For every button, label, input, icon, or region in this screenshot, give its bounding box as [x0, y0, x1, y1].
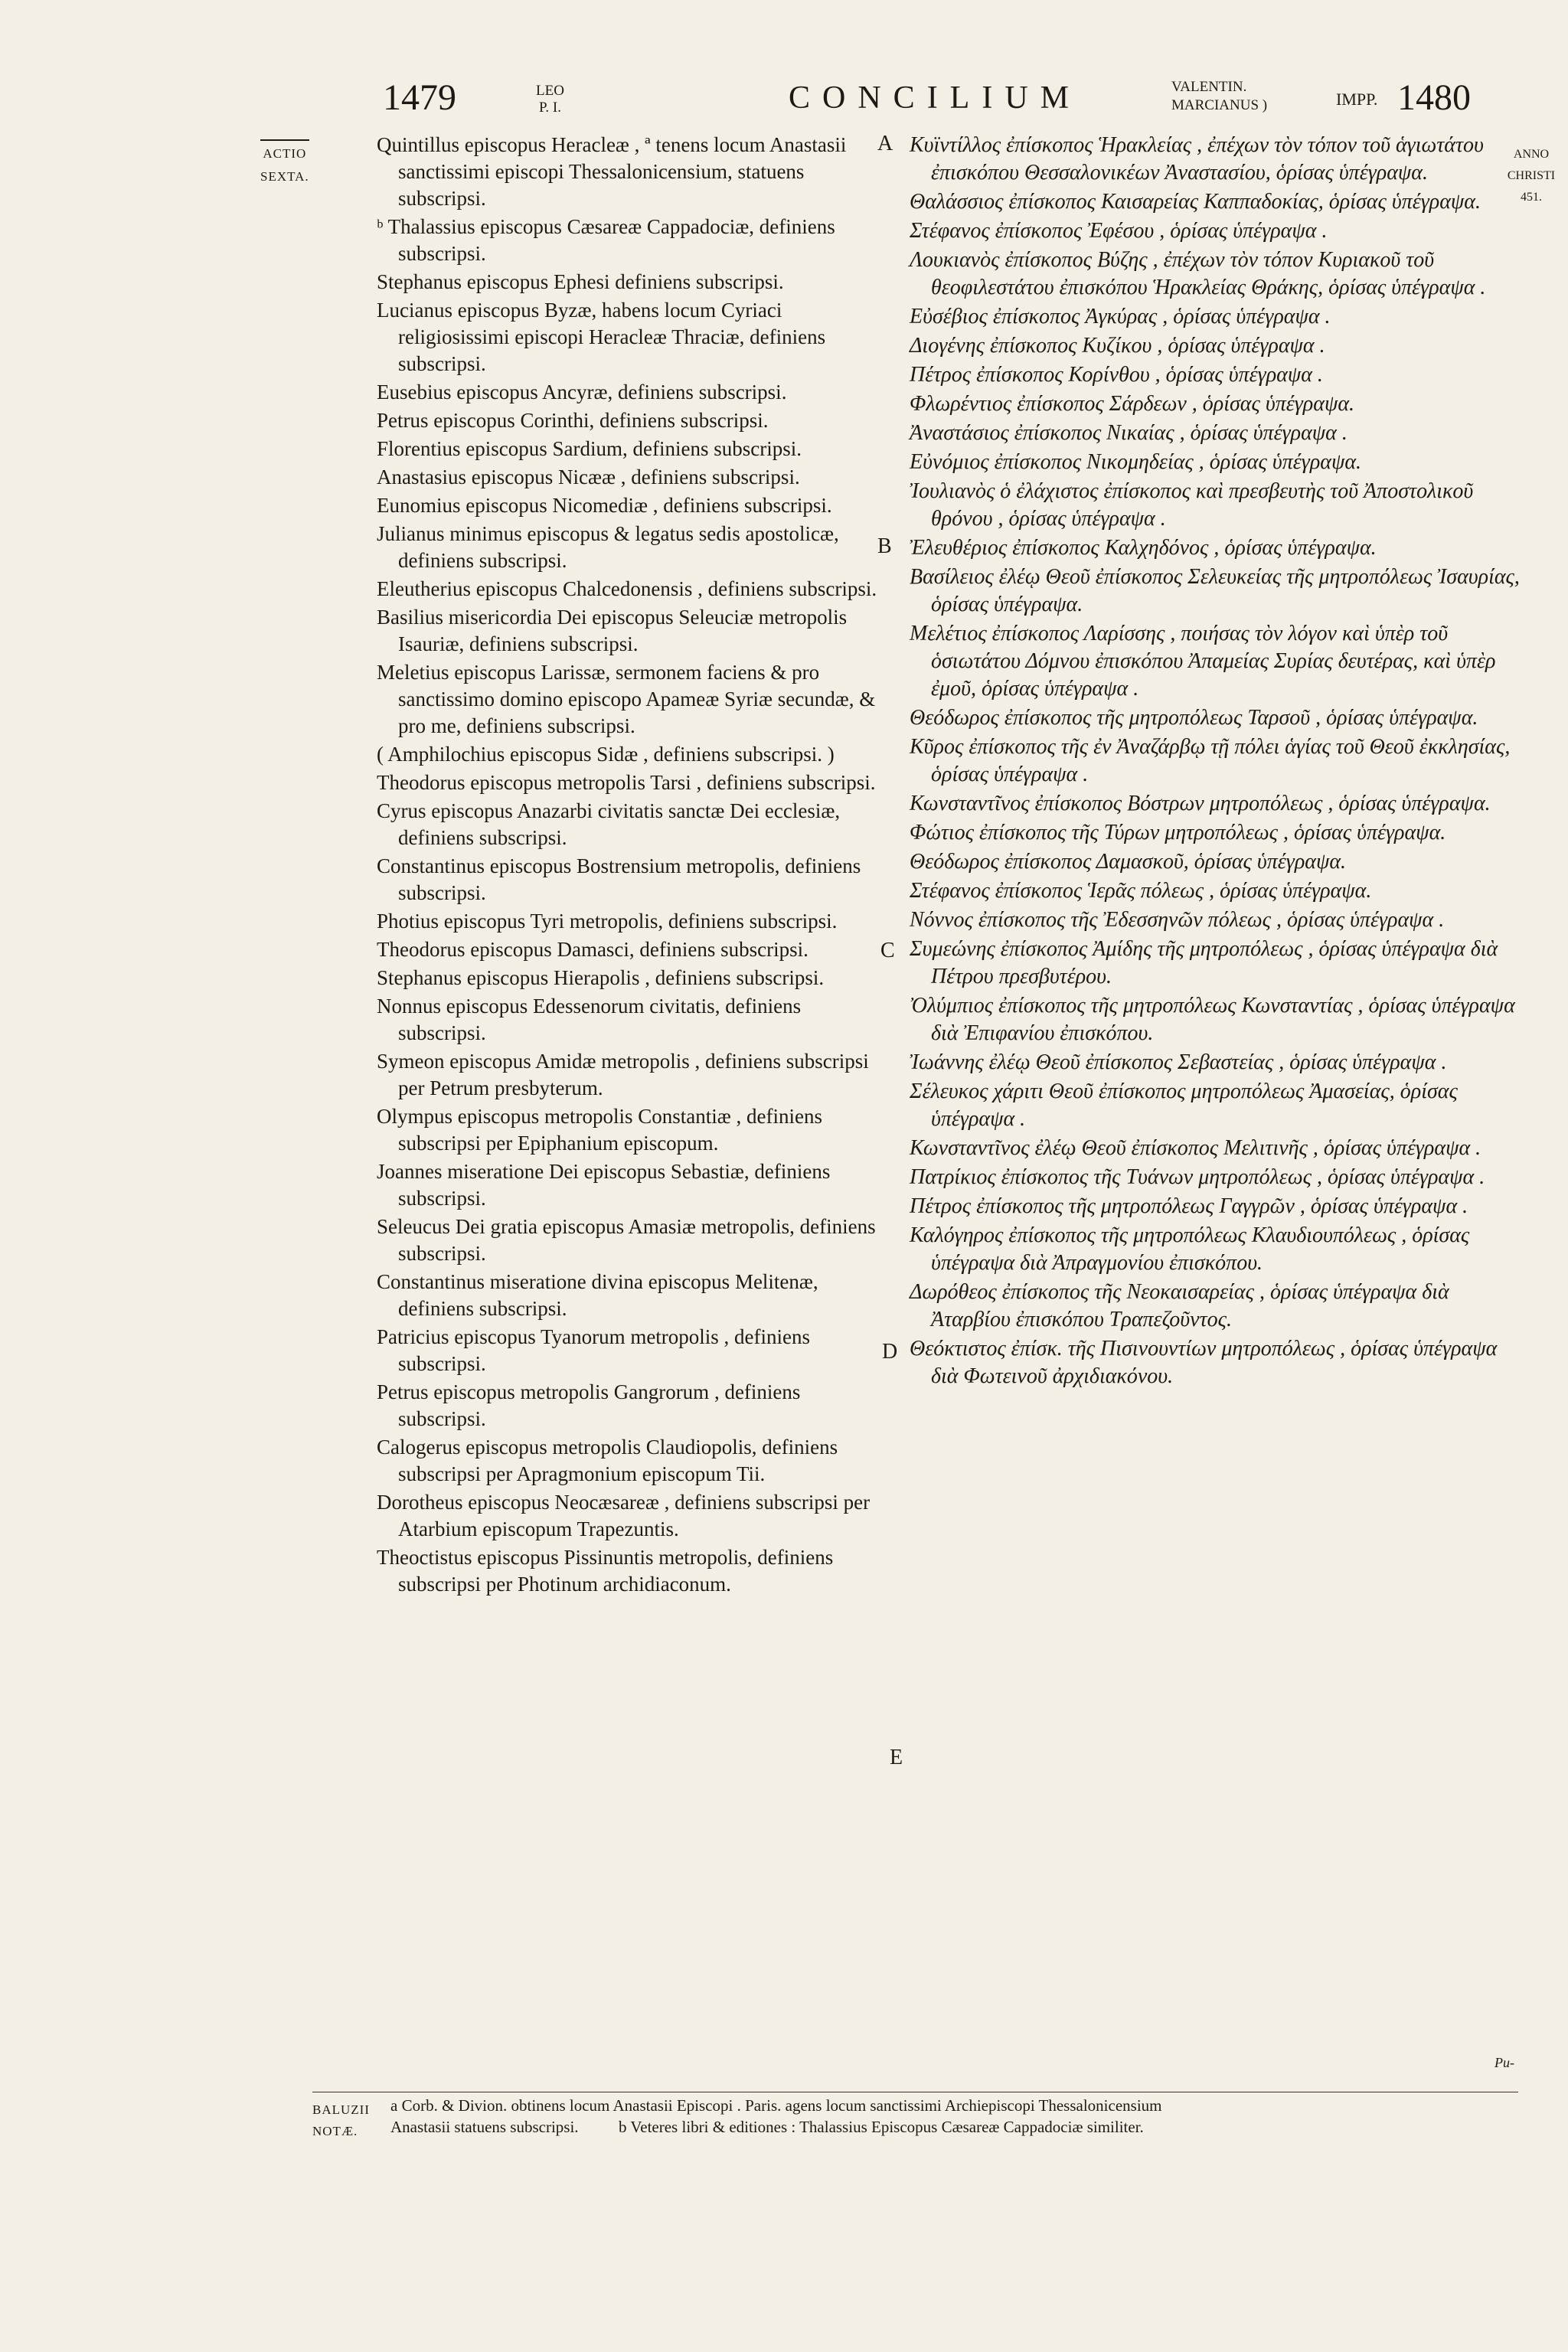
latin-entry: Eleutherius episcopus Chalcedonensis , definiens subscripsi. [377, 577, 877, 600]
latin-entry: Petrus episcopus Corinthi, definiens subscripsi. [377, 409, 769, 432]
greek-entry: Φώτιος ἐπίσκοπος τῆς Τύρων μητροπόλεως , ὁρίσας ὑπέγραψα. [910, 821, 1446, 844]
greek-entry: Κωνσταντῖνος ἐπίσκοπος Βόστρων μητροπόλεως , ὁρίσας ὑπέγραψα. [910, 792, 1491, 815]
latin-entry: Olympus episcopus metropolis Constantiæ , definiens subscripsi per Epiphanium episcopum. [377, 1105, 822, 1155]
page-number-right: 1480 [1397, 77, 1471, 118]
latin-entry: Eunomius episcopus Nicomediæ , definiens subscripsi. [377, 494, 832, 517]
greek-entry: Ἐλευθέριος ἐπίσκοπος Καλχηδόνος , ὁρίσας ὑπέγραψα. [910, 536, 1377, 560]
latin-entry: Meletius episcopus Larissæ, sermonem faciens & pro sanctissimo domino episcopo Apameæ Syriæ secundæ, & pro me, definiens subscripsi. [377, 661, 876, 737]
greek-entry: Μελέτιος ἐπίσκοπος Λαρίσσης , ποιήσας τὸν λόγον καὶ ὑπὲρ τοῦ ὁσιωτάτου Δόμνου ἐπισκόπου Ἀπαμείας Συρίας δευτέρας, καὶ ὑπὲρ ἐμοῦ, ὁρίσας ὑπέγραψα . [910, 622, 1496, 701]
latin-entry: Petrus episcopus metropolis Gangrorum , definiens subscripsi. [377, 1380, 801, 1430]
greek-entry: Λουκιανὸς ἐπίσκοπος Βύζης , ἐπέχων τὸν τόπον Κυριακοῦ τοῦ θεοφιλεστάτου ἐπισκόπου Ἡρακλείας Θράκης, ὁρίσας ὑπέγραψα . [910, 248, 1486, 299]
greek-entry: Κωνσταντῖνος ἐλέῳ Θεοῦ ἐπίσκοπος Μελιτινῆς , ὁρίσας ὑπέγραψα . [910, 1136, 1481, 1160]
latin-entry: Theodorus episcopus metropolis Tarsi , definiens subscripsi. [377, 771, 876, 794]
notes-side-line1: BALUZII [312, 2102, 370, 2117]
margin-letter-c: C [880, 939, 895, 962]
header-valentin: VALENTIN. [1171, 79, 1247, 95]
latin-entry: Eusebius episcopus Ancyræ, definiens subscripsi. [377, 381, 787, 403]
greek-entry: Θεόκτιστος ἐπίσκ. τῆς Πισινουντίων μητροπόλεως , ὁρίσας ὑπέγραψα διὰ Φωτεινοῦ ἀρχιδιακόνου. [910, 1337, 1498, 1388]
page-number-left: 1479 [383, 77, 456, 118]
header-leo [536, 83, 564, 116]
greek-entry: Εὐσέβιος ἐπίσκοπος Ἀγκύρας , ὁρίσας ὑπέγραψα . [910, 305, 1331, 328]
latin-entry: Anastasius episcopus Nicææ , definiens subscripsi. [377, 466, 800, 488]
margin-letter-a: A [877, 132, 893, 155]
greek-entry: Ἰωάννης ἐλέῳ Θεοῦ ἐπίσκοπος Σεβαστείας , ὁρίσας ὑπέγραψα . [910, 1050, 1447, 1074]
latin-entry: Florentius episcopus Sardium, definiens subscripsi. [377, 437, 802, 460]
footnote-line: Anastasii statuens subscripsi. b Veteres libri & editiones : Thalassius Episcopus Cæsareæ Cappadociæ similiter. [390, 2118, 1144, 2136]
header-leo-name: LEO [536, 83, 564, 99]
actio-label [260, 139, 309, 188]
header-impp: IMPP. [1336, 90, 1378, 109]
latin-entry: Patricius episcopus Tyanorum metropolis , definiens subscripsi. [377, 1325, 811, 1375]
header-leo-sub: P. I. [538, 100, 561, 116]
header-marcianus: MARCIANUS ) [1171, 97, 1268, 113]
greek-entry: Θεόδωρος ἐπίσκοπος Δαμασκοῦ, ὁρίσας ὑπέγραψα. [910, 850, 1347, 874]
greek-entry: Διογένης ἐπίσκοπος Κυζίκου , ὁρίσας ὑπέγραψα . [910, 334, 1325, 358]
greek-entry: Σέλευκος χάριτι Θεοῦ ἐπίσκοπος μητροπόλεως Ἀμασείας, ὁρίσας ὑπέγραψα . [910, 1080, 1458, 1131]
latin-entry: Nonnus episcopus Edessenorum civitatis, definiens subscripsi. [377, 995, 802, 1044]
year-label: 451. [1521, 191, 1542, 204]
latin-entry: Symeon episcopus Amidæ metropolis , definiens subscripsi per Petrum presbyterum. [377, 1050, 869, 1099]
latin-entry: Theodorus episcopus Damasci, definiens subscripsi. [377, 938, 808, 961]
greek-entry: Δωρόθεος ἐπίσκοπος τῆς Νεοκαισαρείας , ὁρίσας ὑπέγραψα διὰ Ἀταρβίου ἐπισκόπου Τραπεζοῦντος. [910, 1280, 1449, 1331]
latin-entry: Theoctistus episcopus Pissinuntis metropolis, definiens subscripsi per Photinum archidiaconum. [377, 1546, 834, 1596]
latin-entry: Constantinus miseratione divina episcopus Melitenæ, definiens subscripsi. [377, 1270, 818, 1320]
latin-entry: Dorotheus episcopus Neocæsareæ , definiens subscripsi per Atarbium episcopum Trapezuntis. [377, 1491, 871, 1540]
latin-entry: Seleucus Dei gratia episcopus Amasiæ metropolis, definiens subscripsi. [377, 1215, 876, 1265]
greek-entry: Κυϊντίλλος ἐπίσκοπος Ἡρακλείας , ἐπέχων τὸν τόπον τοῦ ἁγιωτάτου ἐπισκόπου Θεσσαλονικέων Ἀναστασίου, ὁρίσας ὑπέγραψα. [910, 133, 1484, 185]
footnote-line: a Corb. & Divion. obtinens locum Anastasii Episcopi . Paris. agens locum sanctissimi Archiepiscopi Thessalonicensium [390, 2096, 1162, 2115]
margin-letter-d: D [882, 1340, 898, 1364]
latin-entry: Basilius misericordia Dei episcopus Seleuciæ metropolis Isauriæ, definiens subscripsi. [377, 606, 848, 655]
greek-entry: Εὐνόμιος ἐπίσκοπος Νικομηδείας , ὁρίσας ὑπέγραψα. [910, 450, 1362, 474]
actio-line1: ACTIO [260, 139, 309, 165]
latin-entry: Julianus minimus episcopus & legatus sedis apostolicæ, definiens subscripsi. [377, 522, 839, 572]
margin-letter-e: E [890, 1746, 903, 1769]
greek-entry: Πέτρος ἐπίσκοπος τῆς μητροπόλεως Γαγγρῶν , ὁρίσας ὑπέγραψα . [910, 1194, 1468, 1218]
greek-entry: Ὀλύμπιος ἐπίσκοπος τῆς μητροπόλεως Κωνσταντίας , ὁρίσας ὑπέγραψα διὰ Ἐπιφανίου ἐπισκόπου. [910, 994, 1515, 1045]
latin-entry: Photius episcopus Tyri metropolis, definiens subscripsi. [377, 910, 838, 933]
greek-entry: Στέφανος ἐπίσκοπος Ἐφέσου , ὁρίσας ὑπέγραψα . [910, 219, 1328, 243]
notes-side-line2: NOTÆ. [312, 2124, 358, 2138]
greek-entry: Συμεώνης ἐπίσκοπος Ἀμίδης τῆς μητροπόλεως , ὁρίσας ὑπέγραψα διὰ Πέτρου πρεσβυτέρου. [910, 937, 1498, 988]
latin-entry: Calogerus episcopus metropolis Claudiopolis, definiens subscripsi per Apragmonium episcopum Tii. [377, 1436, 838, 1485]
greek-entry: Πατρίκιος ἐπίσκοπος τῆς Τυάνων μητροπόλεως , ὁρίσας ὑπέγραψα . [910, 1165, 1485, 1189]
latin-entry: Lucianus episcopus Byzæ, habens locum Cyriaci religiosissimi episcopi Heracleæ Thraciæ, definiens subscripsi. [377, 299, 826, 375]
latin-entry: ᵇ Thalassius episcopus Cæsareæ Cappadociæ, definiens subscripsi. [377, 215, 835, 265]
latin-entry: Stephanus episcopus Hierapolis , definiens subscripsi. [377, 966, 825, 989]
greek-entry: Στέφανος ἐπίσκοπος Ἱερᾶς πόλεως , ὁρίσας ὑπέγραψα. [910, 879, 1372, 903]
greek-entry: Νόννος ἐπίσκοπος τῆς Ἐδεσσηνῶν πόλεως , ὁρίσας ὑπέγραψα . [910, 908, 1445, 932]
christi-label: CHRISTI [1507, 169, 1556, 182]
greek-entry: Φλωρέντιος ἐπίσκοπος Σάρδεων , ὁρίσας ὑπέγραψα. [910, 392, 1355, 416]
catchword: Pu- [1494, 2055, 1514, 2070]
running-title: CONCILIUM [789, 80, 1081, 116]
greek-column [910, 132, 1522, 1392]
footnotes [390, 2095, 1524, 2138]
greek-entry: Θεόδωρος ἐπίσκοπος τῆς μητροπόλεως Ταρσοῦ , ὁρίσας ὑπέγραψα. [910, 706, 1478, 730]
greek-entry: Καλόγηρος ἐπίσκοπος τῆς μητροπόλεως Κλαυδιουπόλεως , ὁρίσας ὑπέγραψα διὰ Ἀπραγμονίου ἐπισκόπου. [910, 1223, 1470, 1275]
margin-letter-b: B [877, 534, 892, 558]
latin-entry: Stephanus episcopus Ephesi definiens subscripsi. [377, 270, 784, 293]
greek-entry: Ἀναστάσιος ἐπίσκοπος Νικαίας , ὁρίσας ὑπέγραψα . [910, 421, 1348, 445]
header-emperors [1171, 78, 1267, 115]
greek-entry: Πέτρος ἐπίσκοπος Κορίνθου , ὁρίσας ὑπέγραψα . [910, 363, 1323, 387]
latin-entry: Joannes miseratione Dei episcopus Sebastiæ, definiens subscripsi. [377, 1160, 831, 1210]
latin-column [377, 132, 882, 1599]
latin-entry: Constantinus episcopus Bostrensium metropolis, definiens subscripsi. [377, 854, 861, 904]
baluzii-notae-label [312, 2099, 370, 2142]
greek-entry: Βασίλειος ἐλέῳ Θεοῦ ἐπίσκοπος Σελευκείας τῆς μητροπόλεως Ἰσαυρίας, ὁρίσας ὑπέγραψα. [910, 565, 1520, 616]
actio-line2: SEXTA. [260, 169, 309, 184]
latin-entry: Cyrus episcopus Anazarbi civitatis sanctæ Dei ecclesiæ, definiens subscripsi. [377, 799, 841, 849]
anno-label: ANNO [1513, 148, 1550, 161]
latin-entry: ( Amphilochius episcopus Sidæ , definiens subscripsi. ) [377, 743, 835, 766]
greek-entry: Κῦρος ἐπίσκοπος τῆς ἐν Ἀναζάρβῳ τῇ πόλει ἁγίας τοῦ Θεοῦ ἐκκλησίας, ὁρίσας ὑπέγραψα . [910, 735, 1511, 786]
greek-entry: Ἰουλιανὸς ὁ ἐλάχιστος ἐπίσκοπος καὶ πρεσβευτὴς τοῦ Ἀποστολικοῦ θρόνου , ὁρίσας ὑπέγραψα . [910, 479, 1474, 531]
greek-entry: Θαλάσσιος ἐπίσκοπος Καισαρείας Καππαδοκίας, ὁρίσας ὑπέγραψα. [910, 190, 1481, 214]
latin-entry: Quintillus episcopus Heracleæ , ª tenens locum Anastasii sanctissimi episcopi Thessalonicensium, statuens subscripsi. [377, 133, 847, 210]
